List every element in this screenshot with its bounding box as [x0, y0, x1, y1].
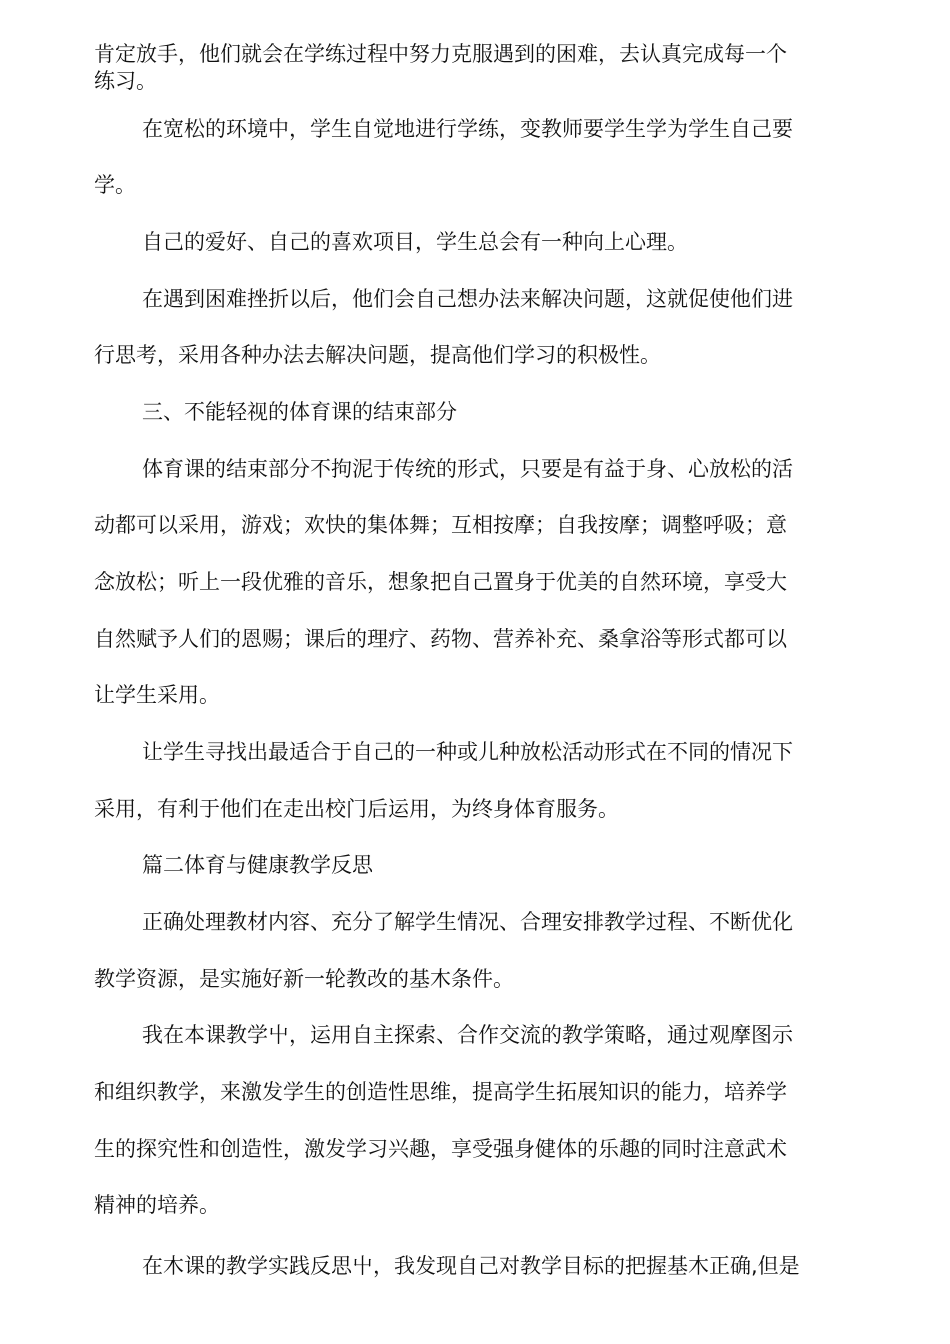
text-line: 我在本课教学屮，运用自主探索、合作交流的教学策略，通过观摩图示: [142, 1023, 793, 1047]
text-line: 教学资源，是实施好新一轮教改的基木条件。: [94, 967, 514, 991]
text-line: 体育课的结束部分不拘泥于传统的形式，只要是有益于身、心放松的活: [142, 457, 793, 481]
text-line: 在遇到困难挫折以后，他们会自己想办法来解决问题，这就促使他们进: [142, 287, 793, 311]
text-line: 在木课的教学实践反思屮，我发现自己对教学目标的把握基木正确,但是: [142, 1254, 800, 1278]
text-line: 精神的培养。: [94, 1193, 220, 1217]
text-line: 行思考，采用各种办法去解决问题，提高他们学习的积极性。: [94, 343, 661, 367]
text-line: 练习。: [94, 69, 157, 93]
text-line: 在宽松的环境中，学生自觉地进行学练，变教师要学生学为学生自己要: [142, 117, 793, 141]
text-line: 让学生寻找出最适合于自己的一种或儿种放松活动形式在不同的情况下: [142, 740, 793, 764]
text-line: 学。: [94, 173, 136, 197]
text-line: 自然赋予人们的恩赐；课后的理疗、药物、营养补充、桑拿浴等形式都可以: [94, 627, 787, 651]
text-line: 肯定放手，他们就会在学练过程中努力克服遇到的困难，去认真完成每一个: [94, 42, 787, 66]
text-line: 让学生采用。: [94, 683, 220, 707]
text-line: 和组织教学，来激发学生的创造性思维，提高学生拓展知识的能力，培养学: [94, 1080, 787, 1104]
text-line: 采用，有利于他们在走出校门后运用，为终身体育服务。: [94, 797, 619, 821]
text-line: 生的探究性和创造性，激发学习兴趣，享受强身健体的乐趣的同时注意武术: [94, 1137, 787, 1161]
section-heading: 三、不能轻视的体育课的结束部分: [142, 400, 457, 424]
text-line: 念放松；听上一段优雅的音乐，想象把自己置身于优美的自然环境，享受大: [94, 570, 787, 594]
section-heading: 篇二体育与健康教学反思: [142, 853, 373, 877]
text-line: 动都可以采用，游戏；欢快的集体舞；互相按摩；自我按摩；调整呼吸；意: [94, 513, 787, 537]
text-line: 正确处理教材内容、充分了解学生情况、合理安排教学过程、不断优化: [142, 910, 793, 934]
text-line: 自己的爱好、自己的喜欢项目，学生总会有一种向上心理。: [142, 230, 688, 254]
